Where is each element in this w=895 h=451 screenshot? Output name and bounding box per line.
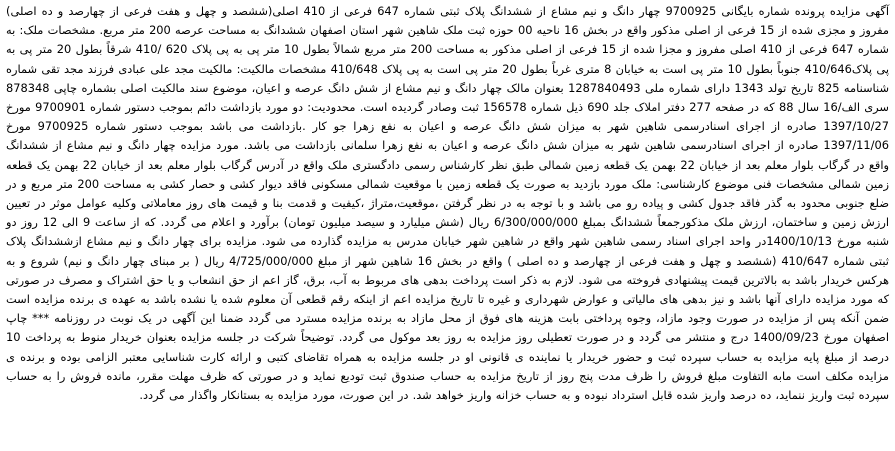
auction-notice-text: آگهی مزایده پرونده شماره بایگانی 9700925 چهار دانگ و نیم مشاع از ششدانگ پلاک ثبتی شماره 647 فرعی از 410 اصلی(ششصد و چهل و هفت فرعی از چهارصد و ده اصلی) مفروز و مجزی شده از 15 فرعی از اصلی مذکور واقع در بخش 16 ناحیه 00 حوزه ثبت ملک شاهین شهر استان اصفهان ششدانگ به مساحت عرصه 200 متر مربع. مشخصات ملک: به شماره 647 فرعی از 410 اصلی مفروز و مجزا شده از 15 فرعی از اصلی مذکور به مساحت 200 متر مربع شمالاً بطول 10 متر پی به پی پلاک 620 /410 شرقاً بطول 20 متر پی به پی پلاک410/646 جنوباً بطول 10 متر پی است به خیابان 8 متری غرباً بطول 20 متر پی است به پی پلاک 410/648 مشخصات مالکیت: مالکیت مجد علی عبادی فرزند مجد تقی شماره شناسنامه 825 تاریخ تولد 1343 دارای شماره ملی 1287840493 بعنوان مالک چهار دانگ و نیم مشاع از شش دانگ عرصه و اعیان، موضوع سند مالکیت اصلی بشماره چاپی 878348 سری الف/16 سال 88 که در صفحه 277 دفتر املاک جلد 690 ذیل شماره 156578 ثبت وصادر گردیده است. محدودیت: دو مورد بازداشت دائم بموجب دستور شماره 9700901 مورخ 1397/10/27 صادره از اجرای اسنادرسمی شاهین شهر به میزان شش دانگ عرصه و اعیان به نفع زهرا جو کار .بازداشت می باشد بموجب دستور شماره 9700925 مورخ 1397/11/06 صادره از اجرای اسنادرسمی شاهین شهر به میزان شش دانگ عرصه و اعیان به نفع زهرا سلمانی بازداشت می باشد. مورد مزایده چهار دانگ و نیم مشاع از ششدانگ واقع در گرگاب بلوار معلم بعد از خیابان 22 بهمن یک قطعه زمین شمالی طبق نظر کارشناس رسمی دادگستری ملک واقع در آدرس گرگاب بلوار معلم بعد از خیابان 22 بهمن یک قطعه زمین شمالی مشخصات فنی موضوع کارشناسی: ملک مورد بازدید به صورت یک قطعه زمین با موقعیت شمالی مسکونی فاقد دیوار کشی و حصار کشی به مساحت 200 متر مربع و در ضلع جنوبی محدود به گذر فاقد جدول کشی و پیاده رو می باشد و با توجه به در نظر گرفتن ،موقعیت،متراژ ،کیفیت و قدمت بنا و قیمت های روز معاملاتی وکلیه عوامل موثر در تعیین ارزش زمین و ساختمان، ارزش ملک مذکورجمعاً ششدانگ بمبلغ 6/300/000/000 ریال (شش میلیارد و سیصد میلیون تومان) برآورد و اعلام می گردد. که از ساعت 9 الی 12 روز دو شنبه مورخ 1400/10/13در واحد اجرای اسناد رسمی شاهین شهر واقع در شاهین شهر خیابان مدرس به مزایده گذارده می شود. مزایده برای چهار دانگ و نیم مشاع ازششدانگ پلاک ثبتی شماره 410/647 (ششصد و چهل و هفت فرعی از چهارصد و ده اصلی ) واقع در بخش 16 شاهین شهر از مبلغ 4/725/000/000 ریال ( بر مبنای چهار دانگ و نیم) شروع و به هرکس خریدار باشد به بالاترین قیمت پیشنهادی فروخته می شود. لازم به ذکر است پرداخت بدهی های مربوط به آب، برق، گاز اعم از حق انشعاب و یا حق اشتراک و مصرف در صورتی که مورد مزایده دارای آنها باشد و نیز بدهی های مالیاتی و عوارض شهرداری و غیره تا تاریخ مزایده اعم از اینکه رقم قطعی آن معلوم شده یا نشده باشد به عهده ی برنده مزایده است ضمن آنکه پس از مزایده در صورت وجود مازاد، وجوه پرداختی بابت هزینه های فوق از محل مازاد به برنده مزایده مسترد می گردد ضمنا این آگهی در یک نوبت در روزنامه *** چاپ اصفهان مورخ 1400/09/23 درج و منتشر می گردد و در صورت تعطیلی روز مزایده به روز بعد موکول می گردد. توضیحاً شرکت در جلسه مزایده بعنوان خریدار منوط به پرداخت 10 درصد از مبلغ پایه مزایده به حساب سپرده ثبت و حضور خریدار یا نماینده ی قانونی او در جلسه مزایده به همراه تقاضای کتبی و ارائه کارت شناسایی معتبر الزامی بوده و برنده ی مزایده مکلف است مابه التفاوت مبلغ فروش را ظرف مدت پنج روز از تاریخ مزایده به حساب صندوق ثبت توديع نماید و در صورتی که ظرف مهلت مقرر، مانده فروش را به حساب سپرده ثبت واریز ننماید، ده درصد واریز شده قابل استرداد نبوده و به حساب خزانه واریز خواهد شد. در این صورت، مورد مزایده به بستانکار واگذار می گردد. [6, 4, 890, 403]
